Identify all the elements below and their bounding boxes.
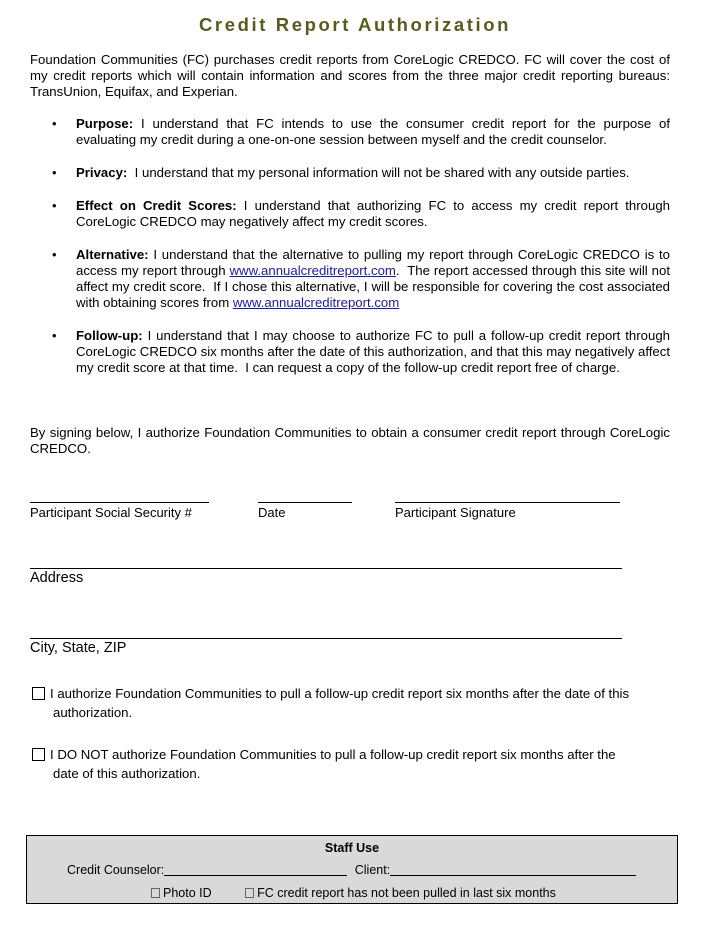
staff-use-box <box>26 835 678 904</box>
bullet-dot: • <box>52 247 57 262</box>
client-field[interactable] <box>390 863 636 876</box>
city-state-zip-line[interactable] <box>30 638 622 639</box>
bullet-privacy <box>52 165 670 181</box>
city-state-zip-label: City, State, ZIP <box>30 640 127 656</box>
annualcreditreport-link[interactable]: www.annualcreditreport.com <box>229 263 396 278</box>
authorize-checkbox[interactable] <box>32 687 45 700</box>
not-authorize-text-line2: date of this authorization. <box>53 766 201 781</box>
bullet-purpose <box>52 116 670 148</box>
alternative-label: Alternative: <box>76 247 149 262</box>
effect-text: I understand that authorizing FC to access my credit report through CoreLogic CREDCO may negatively affect my credit scores. <box>76 198 670 229</box>
authorize-text-line2: authorization. <box>53 705 133 720</box>
credit-counselor-label: Credit Counselor: <box>67 863 165 877</box>
address-line[interactable] <box>30 568 622 569</box>
photo-id-label: Photo ID <box>163 886 212 900</box>
date-line[interactable] <box>258 502 352 503</box>
bullet-dot: • <box>52 116 57 131</box>
effect-label: Effect on Credit Scores: <box>76 198 237 213</box>
bullet-alternative <box>52 247 674 311</box>
not-authorize-option <box>32 745 672 783</box>
authorize-option <box>32 684 672 722</box>
credit-counselor-field[interactable] <box>164 863 347 876</box>
staff-row-checks <box>151 886 556 900</box>
privacy-text: I understand that my personal information will not be shared with any outside parties. <box>127 165 630 180</box>
followup-text: I understand that I may choose to authorize FC to pull a follow-up credit report through CoreLogic CREDCO six months after the date of this authorization, and that this may negatively affect my credit score at that time. I can request a copy of the follow-up credit report free of charge. <box>76 328 674 375</box>
privacy-label: Privacy: <box>76 165 128 180</box>
signature-label: Participant Signature <box>395 505 516 520</box>
date-label: Date <box>258 505 286 520</box>
intro-paragraph: Foundation Communities (FC) purchases credit reports from CoreLogic CREDCO. FC will cover the cost of my credit reports which will contain information and scores from the three major credit reporting bureaus: TransUnion, Equifax, and Experian. <box>30 52 670 99</box>
alternative-text-1: I understand that the alternative to pulling my report through CoreLogic CREDCO is to access my report through <box>76 247 670 278</box>
bullet-dot: • <box>52 198 57 213</box>
followup-label: Follow-up: <box>76 328 143 343</box>
client-label: Client: <box>354 863 391 877</box>
document-title: Credit Report Authorization <box>198 14 512 35</box>
not-pulled-label: FC credit report has not been pulled in last six months <box>257 886 556 900</box>
staff-use-heading: Staff Use <box>324 841 380 855</box>
staff-row-names <box>67 863 636 877</box>
alternative-text-2: . The report accessed through this site will not affect my credit score. If I chose this alternative, I will be responsible for covering the cost associated with obtaining scores from <box>76 263 674 310</box>
signature-line[interactable] <box>395 502 620 503</box>
not-authorize-checkbox[interactable] <box>32 748 45 761</box>
ssn-label: Participant Social Security # <box>30 505 192 520</box>
bullet-dot: • <box>52 165 57 180</box>
annualcreditreport-link-2[interactable]: www.annualcreditreport.com <box>232 295 400 310</box>
not-pulled-checkbox[interactable] <box>245 888 254 898</box>
bullet-effect <box>52 198 670 230</box>
not-authorize-text-line1: I DO NOT authorize Foundation Communities to pull a follow-up credit report six months after the <box>50 747 616 762</box>
signing-paragraph: By signing below, I authorize Foundation Communities to obtain a consumer credit report through CoreLogic CREDCO. <box>30 425 670 456</box>
authorize-text-line1: I authorize Foundation Communities to pull a follow-up credit report six months after the date of this <box>50 686 630 701</box>
purpose-text: I understand that FC intends to use the consumer credit report for the purpose of evaluating my credit during a one-on-one session between myself and the credit counselor. <box>76 116 670 147</box>
address-label: Address <box>30 570 84 586</box>
photo-id-checkbox[interactable] <box>151 888 160 898</box>
purpose-label: Purpose: <box>76 116 134 131</box>
bullet-dot: • <box>52 328 57 343</box>
ssn-line[interactable] <box>30 502 209 503</box>
bullet-followup <box>52 328 674 376</box>
